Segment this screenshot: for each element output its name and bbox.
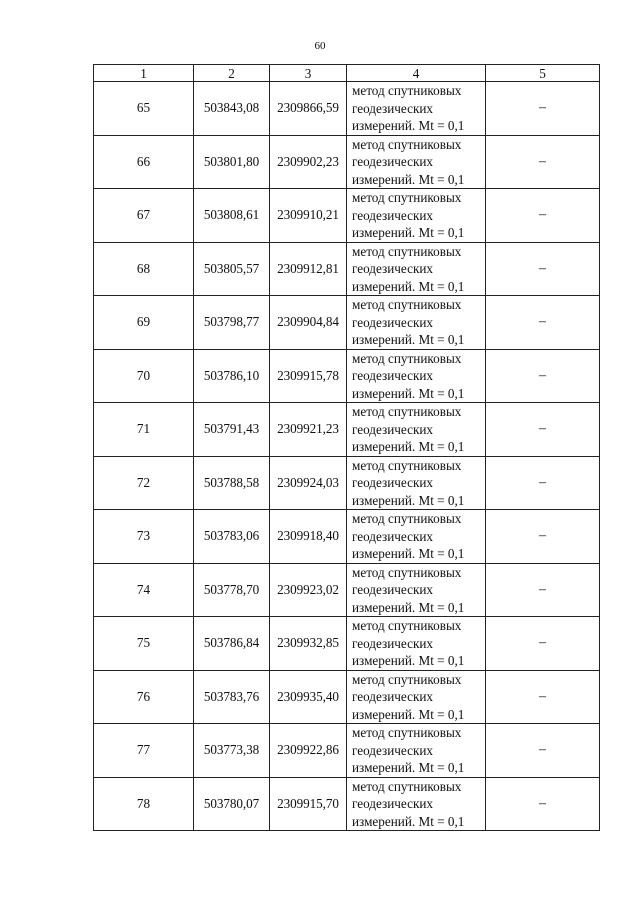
point-number-cell: 73: [94, 510, 194, 564]
method-line: метод спутниковых: [352, 404, 462, 419]
method-line: геодезических: [352, 528, 434, 544]
point-number-cell: 66: [94, 135, 194, 189]
method-cell: [347, 670, 486, 724]
method-line: измерений. Mt = 0,1: [352, 599, 465, 615]
x-coordinate-cell: 503780,07: [194, 777, 270, 831]
method-cell: [347, 724, 486, 778]
method-line: измерений. Mt = 0,1: [352, 546, 465, 561]
table-row: [94, 617, 600, 671]
method-cell: [347, 242, 486, 296]
x-coordinate-cell: 503798,77: [194, 296, 270, 350]
header-col-4: 4: [347, 65, 486, 82]
table-row: [94, 349, 600, 403]
header-col-5: 5: [486, 65, 600, 82]
point-number-cell: 77: [94, 724, 194, 778]
method-line: метод спутниковых: [352, 778, 462, 794]
y-coordinate-cell: 2309924,03: [270, 456, 347, 510]
y-coordinate-cell: 2309915,78: [270, 349, 347, 403]
method-line: геодезических: [352, 475, 434, 490]
method-cell: [347, 296, 486, 350]
method-line: геодезических: [352, 742, 434, 758]
y-coordinate-cell: 2309932,85: [270, 617, 347, 671]
y-coordinate-cell: 2309923,02: [270, 563, 347, 617]
note-cell: –: [486, 777, 600, 831]
method-line: измерений. Mt = 0,1: [352, 706, 465, 722]
point-number-cell: 69: [94, 296, 194, 350]
table-row: [94, 777, 600, 831]
table-row: [94, 510, 600, 564]
table-row: [94, 563, 600, 617]
table-row: [94, 82, 600, 136]
method-cell: [347, 349, 486, 403]
note-cell: –: [486, 349, 600, 403]
method-line: измерений. Mt = 0,1: [352, 760, 465, 775]
method-line: метод спутниковых: [352, 564, 462, 580]
method-line: метод спутниковых: [352, 725, 462, 740]
note-cell: –: [486, 617, 600, 671]
header-col-3: 3: [270, 65, 347, 82]
table-header-row: [94, 65, 600, 82]
method-line: измерений. Mt = 0,1: [352, 171, 465, 187]
table-row: [94, 189, 600, 243]
method-line: метод спутниковых: [352, 243, 462, 259]
header-col-1: 1: [94, 65, 194, 82]
point-number-cell: 67: [94, 189, 194, 243]
y-coordinate-cell: 2309910,21: [270, 189, 347, 243]
y-coordinate-cell: 2309918,40: [270, 510, 347, 564]
method-line: геодезических: [352, 314, 434, 330]
table-row: [94, 456, 600, 510]
table-row: [94, 670, 600, 724]
y-coordinate-cell: 2309866,59: [270, 82, 347, 136]
point-number-cell: 68: [94, 242, 194, 296]
y-coordinate-cell: 2309921,23: [270, 403, 347, 457]
y-coordinate-cell: 2309935,40: [270, 670, 347, 724]
method-cell: [347, 456, 486, 510]
method-line: геодезических: [352, 368, 434, 383]
method-cell: [347, 189, 486, 243]
note-cell: –: [486, 135, 600, 189]
method-cell: [347, 777, 486, 831]
note-cell: –: [486, 456, 600, 510]
x-coordinate-cell: 503783,06: [194, 510, 270, 564]
method-line: измерений. Mt = 0,1: [352, 492, 465, 508]
x-coordinate-cell: 503805,57: [194, 242, 270, 296]
method-line: геодезических: [352, 582, 434, 597]
method-cell: [347, 617, 486, 671]
y-coordinate-cell: 2309915,70: [270, 777, 347, 831]
method-line: метод спутниковых: [352, 457, 462, 473]
y-coordinate-cell: 2309904,84: [270, 296, 347, 350]
note-cell: –: [486, 403, 600, 457]
method-cell: [347, 563, 486, 617]
method-cell: [347, 403, 486, 457]
y-coordinate-cell: 2309902,23: [270, 135, 347, 189]
method-line: измерений. Mt = 0,1: [352, 439, 465, 454]
method-line: метод спутниковых: [352, 297, 462, 312]
note-cell: –: [486, 670, 600, 724]
method-line: метод спутниковых: [352, 83, 462, 98]
point-number-cell: 70: [94, 349, 194, 403]
point-number-cell: 75: [94, 617, 194, 671]
method-cell: [347, 82, 486, 136]
method-line: геодезических: [352, 421, 434, 437]
point-number-cell: 74: [94, 563, 194, 617]
note-cell: –: [486, 82, 600, 136]
method-line: измерений. Mt = 0,1: [352, 385, 465, 401]
y-coordinate-cell: 2309912,81: [270, 242, 347, 296]
table-row: [94, 403, 600, 457]
note-cell: –: [486, 563, 600, 617]
method-line: метод спутниковых: [352, 190, 462, 205]
point-number-cell: 78: [94, 777, 194, 831]
point-number-cell: 65: [94, 82, 194, 136]
method-line: метод спутниковых: [352, 618, 462, 633]
method-line: метод спутниковых: [352, 511, 462, 526]
method-line: геодезических: [352, 154, 434, 169]
table-row: [94, 242, 600, 296]
x-coordinate-cell: 503786,84: [194, 617, 270, 671]
x-coordinate-cell: 503778,70: [194, 563, 270, 617]
method-line: геодезических: [352, 100, 434, 116]
note-cell: –: [486, 189, 600, 243]
method-line: метод спутниковых: [352, 350, 462, 366]
method-line: измерений. Mt = 0,1: [352, 118, 465, 133]
table-body: [94, 82, 600, 831]
table-row: [94, 296, 600, 350]
point-number-cell: 72: [94, 456, 194, 510]
x-coordinate-cell: 503843,08: [194, 82, 270, 136]
method-cell: [347, 135, 486, 189]
note-cell: –: [486, 724, 600, 778]
method-line: геодезических: [352, 207, 434, 223]
method-line: метод спутниковых: [352, 671, 462, 687]
point-number-cell: 76: [94, 670, 194, 724]
method-cell: [347, 510, 486, 564]
header-col-2: 2: [194, 65, 270, 82]
point-number-cell: 71: [94, 403, 194, 457]
x-coordinate-cell: 503786,10: [194, 349, 270, 403]
method-line: геодезических: [352, 261, 434, 276]
method-line: геодезических: [352, 689, 434, 704]
x-coordinate-cell: 503808,61: [194, 189, 270, 243]
method-line: измерений. Mt = 0,1: [352, 332, 465, 347]
x-coordinate-cell: 503783,76: [194, 670, 270, 724]
x-coordinate-cell: 503788,58: [194, 456, 270, 510]
x-coordinate-cell: 503773,38: [194, 724, 270, 778]
method-line: измерений. Mt = 0,1: [352, 813, 465, 829]
coordinates-table: [93, 64, 600, 831]
method-line: метод спутниковых: [352, 136, 462, 152]
y-coordinate-cell: 2309922,86: [270, 724, 347, 778]
method-line: геодезических: [352, 635, 434, 651]
table-row: [94, 724, 600, 778]
table-row: [94, 135, 600, 189]
method-line: измерений. Mt = 0,1: [352, 278, 465, 294]
note-cell: –: [486, 242, 600, 296]
page-number: 60: [314, 40, 326, 52]
method-line: измерений. Mt = 0,1: [352, 225, 465, 240]
x-coordinate-cell: 503791,43: [194, 403, 270, 457]
note-cell: –: [486, 296, 600, 350]
method-line: геодезических: [352, 796, 434, 811]
note-cell: –: [486, 510, 600, 564]
method-line: измерений. Mt = 0,1: [352, 653, 465, 668]
x-coordinate-cell: 503801,80: [194, 135, 270, 189]
